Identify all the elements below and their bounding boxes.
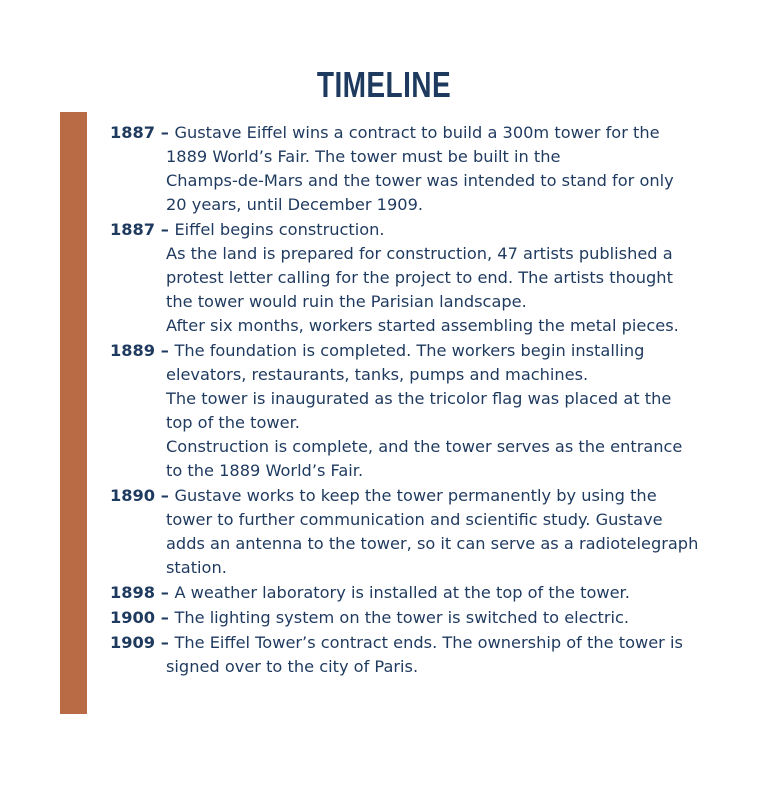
timeline-year: 1889 bbox=[110, 341, 156, 360]
timeline-text-line: station. bbox=[166, 558, 227, 577]
timeline-entry bbox=[110, 121, 750, 217]
timeline-separator: – bbox=[155, 220, 175, 239]
timeline-text-line: Gustave Eiffel wins a contract to build a 300m tower for the bbox=[174, 123, 660, 142]
timeline-text-line: After six months, workers started assembling the metal pieces. bbox=[166, 316, 679, 335]
timeline-separator: – bbox=[155, 486, 175, 505]
timeline-text-line: Construction is complete, and the tower serves as the entrance bbox=[166, 437, 683, 456]
timeline-separator: – bbox=[155, 341, 175, 360]
timeline-entry bbox=[110, 339, 750, 483]
timeline-text-line: 1889 World’s Fair. The tower must be built in the bbox=[166, 147, 561, 166]
timeline-year: 1890 bbox=[110, 486, 156, 505]
timeline-text-line: adds an antenna to the tower, so it can serve as a radiotelegraph bbox=[166, 534, 699, 553]
accent-bar bbox=[60, 112, 87, 714]
timeline-entry-first-line bbox=[110, 218, 750, 242]
timeline-text-line: elevators, restaurants, tanks, pumps and machines. bbox=[166, 365, 589, 384]
timeline-separator: – bbox=[155, 608, 175, 627]
timeline-text-line: 20 years, until December 1909. bbox=[166, 195, 424, 214]
timeline-year: 1900 bbox=[110, 608, 156, 627]
timeline-entry-first-line bbox=[110, 121, 750, 145]
timeline-entry-first-line bbox=[110, 484, 750, 508]
timeline-entry bbox=[110, 484, 750, 580]
timeline-year: 1909 bbox=[110, 633, 156, 652]
timeline-entry-first-line bbox=[110, 339, 750, 363]
timeline-list bbox=[110, 121, 750, 680]
timeline-separator: – bbox=[155, 633, 175, 652]
timeline-year: 1887 bbox=[110, 220, 156, 239]
timeline-text-line: signed over to the city of Paris. bbox=[166, 657, 419, 676]
timeline-text-line: tower to further communication and scientific study. Gustave bbox=[166, 510, 663, 529]
timeline-text-line: Gustave works to keep the tower permanently by using the bbox=[174, 486, 657, 505]
timeline-entry bbox=[110, 606, 750, 630]
page-title: TIMELINE bbox=[316, 64, 452, 105]
timeline-text-line: top of the tower. bbox=[166, 413, 300, 432]
timeline-text-line: Champs-de-Mars and the tower was intended to stand for only bbox=[166, 171, 674, 190]
timeline-text-line: to the 1889 World’s Fair. bbox=[166, 461, 364, 480]
timeline-text-line: The lighting system on the tower is switched to electric. bbox=[174, 608, 630, 627]
timeline-text-line: protest letter calling for the project to end. The artists thought bbox=[166, 268, 673, 287]
timeline-entry-first-line bbox=[110, 631, 750, 655]
timeline-entry bbox=[110, 631, 750, 679]
timeline-text-line: the tower would ruin the Parisian landscape. bbox=[166, 292, 527, 311]
timeline-year: 1898 bbox=[110, 583, 156, 602]
timeline-text-line: The foundation is completed. The workers begin installing bbox=[174, 341, 645, 360]
timeline-separator: – bbox=[155, 123, 175, 142]
timeline-text-line: As the land is prepared for construction, 47 artists published a bbox=[166, 244, 673, 263]
timeline-entry bbox=[110, 581, 750, 605]
timeline-text-line: The Eiffel Tower’s contract ends. The ownership of the tower is bbox=[174, 633, 683, 652]
timeline-text-line: Eiffel begins construction. bbox=[174, 220, 385, 239]
timeline-entry-first-line bbox=[110, 606, 750, 630]
timeline-entry-first-line bbox=[110, 581, 750, 605]
timeline-year: 1887 bbox=[110, 123, 156, 142]
timeline-text-line: A weather laboratory is installed at the top of the tower. bbox=[174, 583, 630, 602]
timeline-text-line: The tower is inaugurated as the tricolor flag was placed at the bbox=[166, 389, 672, 408]
timeline-separator: – bbox=[155, 583, 175, 602]
timeline-entry bbox=[110, 218, 750, 338]
